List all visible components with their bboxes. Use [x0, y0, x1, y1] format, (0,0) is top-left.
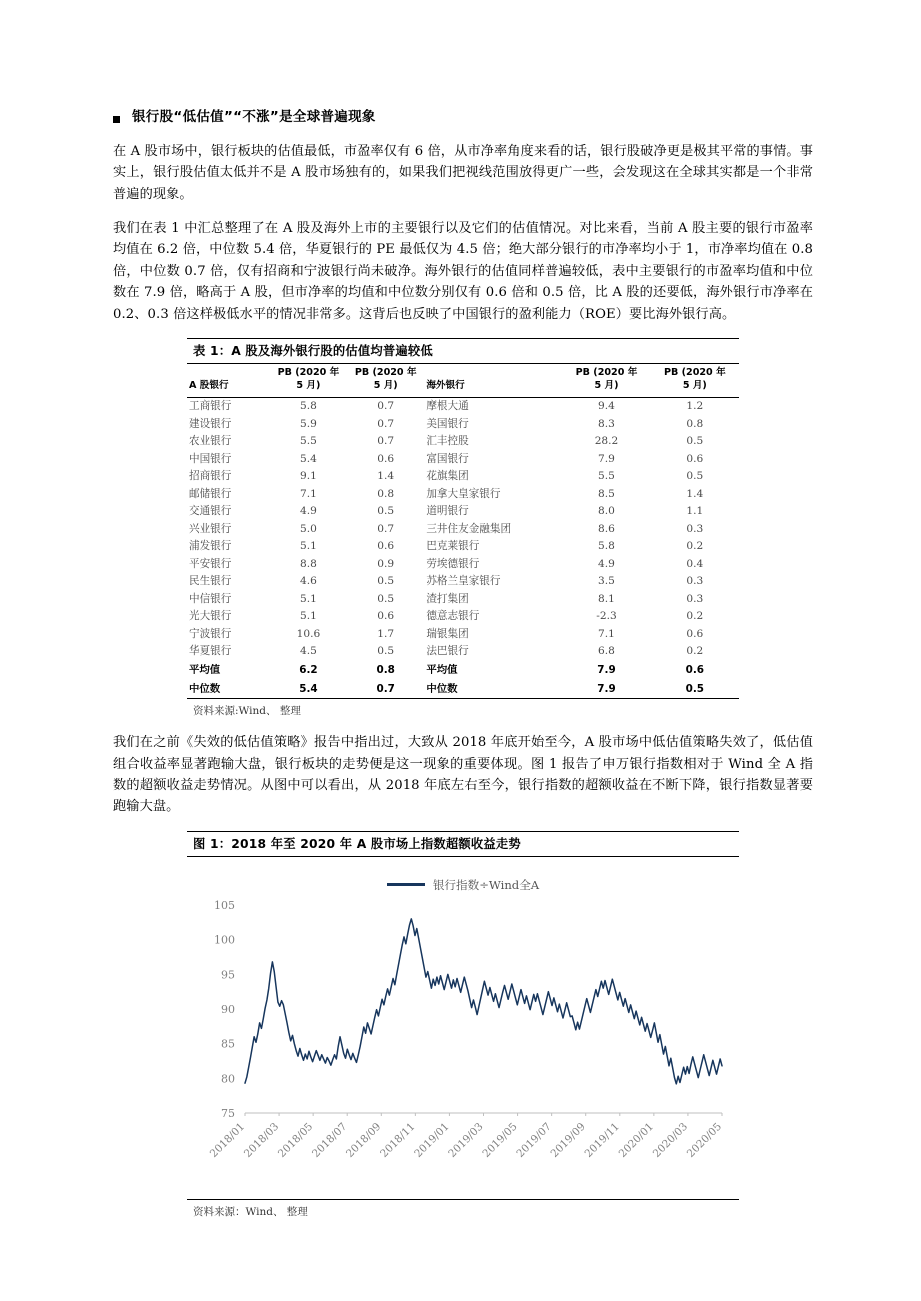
cell-a-pe: 4.6	[300, 575, 317, 588]
section-heading	[113, 108, 813, 127]
cell-o-pb: 0.6	[686, 627, 704, 640]
cell-o-name: 法巴银行	[426, 645, 469, 658]
cell-o-name: 苏格兰皇家银行	[426, 575, 501, 588]
cell-a-pe: 5.0	[300, 522, 317, 535]
table-body	[187, 397, 739, 698]
cell-o-pe: 4.9	[598, 557, 615, 570]
cell-a-name: 光大银行	[189, 610, 232, 623]
table-row	[187, 538, 739, 555]
cell-a-pb: 1.7	[377, 627, 395, 640]
paragraph-2: 我们在表 1 中汇总整理了在 A 股及海外上市的主要银行以及它们的估值情况。对比来看，当前 A 股主要的银行市盈率均值在 6.2 倍，中位数 5.4 倍，华夏银行的 PE 最低仅为 4.5 倍；绝大部分银行的市净率均小于 1，市净率均值在 0.8 倍，中位数 0.7 倍，仅有招商和宁波银行尚未破净。海外银行的估值同样普遍较低，表中主要银行的市盈率均值和中位数在 7.9 倍，略高于 A 股，但市净率的均值和中位数分别仅有 0.6 倍和 0.5 倍，比 A 股的还要低，海外银行市净率在 0.2、0.3 倍这样极低水平的情况非常多。这背后也反映了中国银行的盈利能力（ROE）要比海外银行高。	[113, 221, 813, 322]
cell-o-name: 瑞银集团	[426, 627, 469, 640]
cell-o-pe: 3.5	[598, 575, 615, 588]
paragraph-1: 在 A 股市场中，银行板块的估值最低，市盈率仅有 6 倍，从市净率角度来看的话，银行股破净更是极其平常的事情。事实上，银行股估值太低并不是 A 股市场独有的，如果我们把视线范围放得更广一些，会发现这在全球其实都是一个非常普遍的现象。	[113, 143, 813, 202]
cell-o-name: 德意志银行	[426, 610, 480, 623]
cell-o-pb: 0.2	[686, 645, 704, 658]
header-overseas-pe	[562, 364, 650, 397]
cell-a-pe: 4.9	[300, 505, 317, 518]
table-row	[187, 625, 739, 642]
cell-o-pb: 0.2	[686, 610, 704, 623]
cell-o-pb: 0.5	[685, 683, 705, 696]
header-overseas-pb-l2: 5 月)	[682, 379, 707, 391]
cell-o-pb: 0.3	[686, 575, 704, 588]
cell-a-name: 交通银行	[189, 505, 232, 518]
cell-a-pb: 0.7	[376, 683, 395, 696]
x-axis-tick-label: 2019/05	[480, 1120, 520, 1160]
cell-a-pe: 5.1	[300, 592, 317, 605]
x-axis-tick-label: 2020/05	[684, 1120, 725, 1160]
chart-legend	[187, 877, 739, 893]
x-axis-tick-label: 2018/09	[344, 1120, 384, 1160]
table-row	[187, 450, 739, 467]
cell-a-name: 中位数	[189, 683, 221, 696]
cell-a-pb: 0.5	[377, 645, 395, 658]
cell-a-pe: 5.9	[300, 417, 317, 430]
cell-a-pb: 0.8	[376, 664, 395, 677]
cell-o-pb: 0.4	[686, 557, 704, 570]
y-axis-ticks	[214, 899, 235, 1120]
y-axis-tick-label: 95	[221, 967, 235, 981]
cell-o-pe: 7.9	[597, 664, 616, 677]
cell-a-name: 浦发银行	[189, 540, 232, 553]
cell-a-name: 邮储银行	[189, 487, 232, 500]
cell-o-name: 摩根大通	[426, 400, 469, 413]
table-title: 表 1：A 股及海外银行股的估值均普遍较低	[187, 338, 739, 364]
header-a-share-pb-l2: 5 月)	[373, 379, 398, 391]
y-axis-tick-label: 90	[221, 1002, 235, 1016]
cell-o-name: 美国银行	[426, 417, 469, 430]
cell-a-pb: 0.9	[377, 557, 395, 570]
cell-o-pe: 7.9	[598, 452, 615, 465]
cell-a-name: 华夏银行	[189, 645, 232, 658]
header-a-share-pe-l1: PB (2020 年	[277, 366, 340, 378]
header-overseas-pe-l2: 5 月)	[594, 379, 619, 391]
x-axis-tick-label: 2019/11	[582, 1120, 622, 1160]
x-axis-ticks	[208, 1113, 724, 1160]
cell-o-name: 三井住友金融集团	[426, 522, 512, 535]
section-heading-text: 银行股“低估值”“不涨”是全球普遍现象	[132, 109, 376, 125]
header-a-share-name: A 股银行	[187, 364, 270, 397]
figure-title: 图 1：2018 年至 2020 年 A 股市场上指数超额收益走势	[187, 831, 739, 857]
header-a-share-pe	[270, 364, 347, 397]
cell-a-pb: 0.6	[377, 452, 395, 465]
table-summary-row	[187, 679, 739, 698]
x-axis-tick-label: 2020/03	[650, 1120, 691, 1160]
cell-o-name: 汇丰控股	[426, 435, 469, 448]
cell-a-pe: 5.5	[300, 435, 317, 448]
cell-a-pe: 9.1	[300, 470, 317, 483]
cell-o-pb: 0.8	[686, 417, 704, 430]
cell-a-pe: 5.1	[300, 540, 317, 553]
cell-a-pb: 0.7	[377, 417, 395, 430]
y-axis-tick-label: 75	[221, 1106, 235, 1120]
table-source: 资料来源:Wind、 整理	[193, 705, 301, 718]
cell-o-name: 渣打集团	[426, 592, 469, 605]
cell-o-pe: 8.3	[598, 417, 615, 430]
cell-a-pe: 5.4	[299, 683, 318, 696]
table-row	[187, 485, 739, 502]
cell-a-name: 平均值	[189, 664, 221, 677]
cell-a-name: 农业银行	[189, 435, 232, 448]
page-content	[113, 108, 813, 1233]
header-overseas-pb	[651, 364, 739, 397]
x-axis-tick-label: 2019/09	[548, 1120, 588, 1160]
cell-a-name: 中国银行	[189, 452, 232, 465]
x-axis-tick-label: 2018/03	[241, 1120, 282, 1160]
header-overseas-pb-l1: PB (2020 年	[663, 366, 726, 378]
cell-o-name: 富国银行	[426, 452, 469, 465]
y-axis-tick-label: 100	[214, 933, 235, 947]
cell-a-name: 民生银行	[189, 575, 232, 588]
table-exhibit	[187, 338, 739, 718]
cell-o-pe: -2.3	[596, 610, 617, 623]
x-axis-tick-label: 2019/01	[412, 1120, 452, 1160]
cell-o-pb: 1.2	[686, 400, 704, 413]
cell-a-pb: 1.4	[377, 470, 395, 483]
cell-o-pe: 7.1	[598, 627, 615, 640]
cell-a-pe: 5.4	[300, 452, 317, 465]
table-row	[187, 468, 739, 485]
series-line-bank-index	[245, 918, 722, 1083]
cell-o-pe: 5.5	[598, 470, 615, 483]
y-axis-tick-label: 105	[214, 898, 235, 912]
y-axis-tick-label: 85	[221, 1037, 235, 1051]
cell-o-name: 花旗集团	[426, 470, 469, 483]
cell-o-pb: 0.5	[686, 435, 704, 448]
x-axis-tick-label: 2020/01	[616, 1120, 656, 1160]
cell-o-name: 道明银行	[426, 505, 469, 518]
x-axis-tick-label: 2018/07	[310, 1120, 350, 1160]
cell-a-pe: 6.2	[299, 664, 318, 677]
table-row	[187, 643, 739, 660]
legend-label: 银行指数÷Wind全A	[432, 877, 540, 892]
cell-a-pb: 0.5	[377, 575, 395, 588]
x-axis-tick-label: 2019/07	[514, 1120, 554, 1160]
cell-o-pb: 0.3	[686, 592, 704, 605]
cell-o-pb: 0.3	[686, 522, 704, 535]
cell-a-pe: 7.1	[300, 487, 317, 500]
table-row	[187, 503, 739, 520]
cell-a-pb: 0.8	[377, 487, 395, 500]
header-a-share-pe-l2: 5 月)	[296, 379, 321, 391]
x-axis-tick-label: 2018/01	[207, 1120, 248, 1160]
cell-a-pb: 0.6	[377, 610, 395, 623]
table-row	[187, 590, 739, 607]
header-overseas-name: 海外银行	[424, 364, 562, 397]
cell-a-name: 平安银行	[189, 557, 232, 570]
cell-a-pe: 5.8	[300, 400, 317, 413]
cell-a-pb: 0.6	[377, 540, 395, 553]
cell-o-pe: 28.2	[594, 435, 619, 448]
cell-o-pb: 0.2	[686, 540, 704, 553]
cell-a-pb: 0.5	[377, 505, 395, 518]
y-axis-tick-label: 80	[221, 1071, 235, 1085]
cell-o-pb: 1.4	[686, 487, 704, 500]
line-chart-svg	[187, 897, 739, 1197]
figure-body	[187, 857, 739, 1199]
cell-o-pe: 9.4	[598, 400, 615, 413]
cell-a-pb: 0.7	[377, 435, 395, 448]
legend-line-swatch	[387, 883, 425, 886]
cell-a-name: 兴业银行	[189, 522, 232, 535]
table-header-row	[187, 364, 739, 397]
table-row	[187, 520, 739, 537]
cell-o-pe: 8.1	[598, 592, 615, 605]
table-row	[187, 573, 739, 590]
paragraph-3: 我们在之前《失效的低估值策略》报告中指出过，大致从 2018 年底开始至今，A 股市场中低估值策略失效了，低估值组合收益率显著跑输大盘，银行板块的走势便是这一现象的重要体现。图 1 报告了申万银行指数相对于 Wind 全 A 指数的超额收益走势情况。从图中可以看出，从 2018 年底左右至今，银行指数的超额收益在不断下降，银行指数显著要跑输大盘。	[113, 735, 813, 815]
table-row	[187, 397, 739, 415]
x-axis-tick-label: 2018/11	[378, 1120, 418, 1160]
table-row	[187, 608, 739, 625]
cell-o-pb: 0.6	[686, 452, 704, 465]
cell-o-pb: 1.1	[686, 505, 704, 518]
cell-a-pb: 0.5	[377, 592, 395, 605]
cell-o-name: 劳埃德银行	[426, 557, 480, 570]
table-row	[187, 433, 739, 450]
cell-a-name: 宁波银行	[189, 627, 232, 640]
cell-a-pe: 5.1	[300, 610, 317, 623]
cell-o-pe: 7.9	[597, 683, 616, 696]
cell-a-pe: 10.6	[296, 627, 321, 640]
cell-o-pb: 0.5	[686, 470, 704, 483]
header-a-share-pb	[347, 364, 424, 397]
cell-a-name: 建设银行	[189, 417, 232, 430]
cell-o-pb: 0.6	[685, 664, 705, 677]
cell-o-name: 巴克莱银行	[426, 540, 480, 553]
header-overseas-pe-l1: PB (2020 年	[575, 366, 638, 378]
cell-o-name: 中位数	[426, 683, 458, 696]
figure-source: 资料来源：Wind、 整理	[193, 1205, 308, 1218]
table-row	[187, 415, 739, 432]
cell-o-pe: 8.0	[598, 505, 615, 518]
valuation-table	[187, 364, 739, 698]
bullet-square-icon	[113, 116, 120, 123]
x-axis-tick-label: 2018/05	[275, 1120, 316, 1160]
cell-a-name: 招商银行	[189, 470, 232, 483]
header-a-share-pb-l1: PB (2020 年	[354, 366, 417, 378]
cell-a-name: 工商银行	[189, 400, 232, 413]
table-row	[187, 555, 739, 572]
x-axis-tick-label: 2019/03	[446, 1120, 486, 1160]
cell-a-pe: 4.5	[300, 645, 317, 658]
table-summary-row	[187, 660, 739, 679]
cell-o-pe: 6.8	[598, 645, 615, 658]
cell-o-name: 加拿大皇家银行	[426, 487, 501, 500]
cell-o-name: 平均值	[426, 664, 458, 677]
figure-exhibit	[187, 831, 739, 1219]
cell-a-name: 中信银行	[189, 592, 232, 605]
chart-area	[187, 897, 739, 1197]
cell-a-pe: 8.8	[300, 557, 317, 570]
cell-o-pe: 8.6	[598, 522, 615, 535]
cell-o-pe: 5.8	[598, 540, 615, 553]
cell-a-pb: 0.7	[377, 400, 395, 413]
cell-o-pe: 8.5	[598, 487, 615, 500]
cell-a-pb: 0.7	[377, 522, 395, 535]
